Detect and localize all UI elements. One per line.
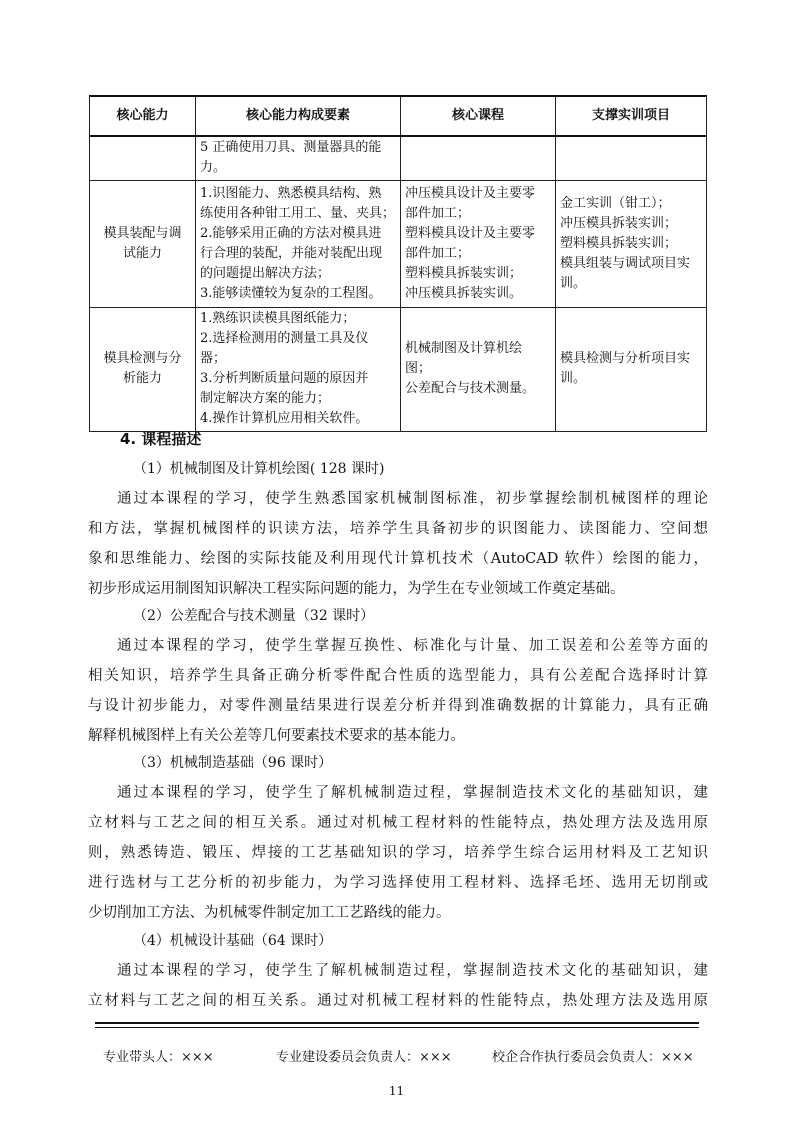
header-core-courses: 核心课程 xyxy=(401,96,556,136)
course-description: 通过本课程的学习，使学生熟悉国家机械制图标准，初步掌握绘制机械图样的理论 和方法，掌握机械图样的识读方法，培养学生具备初步的识图能力、读图能力、空间想 象和思维能力、绘图的实际技能及利用现代计算机技术（AutoCAD 软件）绘图的能力， 初步形成运用制图知识解决工程实际问题的能力，为学生在专业领域工作奠定基础。 xyxy=(88,491,708,597)
section-heading: 4. 课程描述 xyxy=(120,430,202,448)
cell-projects-empty xyxy=(556,136,707,180)
header-core-ability: 核心能力 xyxy=(90,96,196,136)
signature-committee-head: 专业建设委员会负责人：××× xyxy=(276,1050,452,1065)
header-training-projects: 支撑实训项目 xyxy=(556,96,707,136)
signature-cooperation-head: 校企合作执行委员会负责人：××× xyxy=(492,1050,694,1065)
course-description: 通过本课程的学习，使学生掌握互换性、标准化与计量、加工误差和公差等方面的 相关知识，培养学生具备正确分析零件配合性质的选型能力，具有公差配合选择时计算 与设计初步能力，对零件测量结果进行误差分析并得到准确数据的计算能力，具有正确 解释机械图样上有关公差等几何要素技术要求的基本能力。 xyxy=(88,638,708,744)
signature-program-leader: 专业带头人：××× xyxy=(103,1050,214,1065)
cell-ability-empty xyxy=(90,136,196,180)
footer-rule xyxy=(95,1022,699,1024)
header-elements: 核心能力构成要素 xyxy=(196,96,401,136)
cell-projects: 金工实训（钳工）； 冲压模具拆装实训； 塑料模具拆装实训； 模具组装与调试项目实 训。 xyxy=(556,180,707,307)
core-ability-table xyxy=(89,95,707,432)
table-header-row xyxy=(90,96,707,136)
table-row xyxy=(90,180,707,307)
course-title: （2）公差配合与技术测量（32 课时） xyxy=(133,608,375,624)
table-row xyxy=(90,307,707,431)
table-row xyxy=(90,136,707,180)
cell-courses-empty xyxy=(401,136,556,180)
course-description: 通过本课程的学习，使学生了解机械制造过程，掌握制造技术文化的基础知识，建 立材料与工艺之间的相互关系。通过对机械工程材料的性能特点，热处理方法及选用原 则，熟悉铸造、锻压、焊接的工艺基础知识的学习，培养学生综合运用材料及工艺知识 进行选材与工艺分析的初步能力，为学习选择使用工程材料、选择毛坯、选用无切削或 少切削加工方法、为机械零件制定加工工艺路线的能力。 xyxy=(88,785,708,921)
cell-projects: 模具检测与分析项目实 训。 xyxy=(556,307,707,431)
cell-ability: 模具检测与分 析能力 xyxy=(90,307,196,431)
cell-courses: 冲压模具设计及主要零 部件加工； 塑料模具设计及主要零 部件加工； 塑料模具拆装实训； 冲压模具拆装实训。 xyxy=(401,180,556,307)
cell-elements: 5 正确使用刀具、测量器具的能 力。 xyxy=(196,136,401,180)
cell-elements: 1.熟练识读模具图纸能力； 2.选择检测用的测量工具及仪 器； 3.分析判断质量问题的原因并 制定解决方案的能力； 4.操作计算机应用相关软件。 xyxy=(196,307,401,431)
course-title: （1）机械制图及计算机绘图( 128 课时) xyxy=(133,461,385,477)
course-title: （4）机械设计基础（64 课时） xyxy=(133,933,333,949)
cell-ability: 模具装配与调 试能力 xyxy=(90,180,196,307)
cell-courses: 机械制图及计算机绘 图； 公差配合与技术测量。 xyxy=(401,307,556,431)
course-title: （3）机械制造基础（96 课时） xyxy=(133,755,333,771)
footer-rule xyxy=(95,1027,699,1028)
cell-elements: 1.识图能力、熟悉模具结构、熟 练使用各种钳工用工、量、夹具； 2.能够采用正确的方法对模具进 行合理的装配，并能对装配出现 的问题提出解决方法； 3.能够读懂较为复杂的工程图。 xyxy=(196,180,401,307)
page-number: 11 xyxy=(388,1084,405,1098)
course-description: 通过本课程的学习，使学生了解机械制造过程，掌握制造技术文化的基础知识，建 立材料与工艺之间的相互关系。通过对机械工程材料的性能特点，热处理方法及选用原 xyxy=(88,963,708,1009)
